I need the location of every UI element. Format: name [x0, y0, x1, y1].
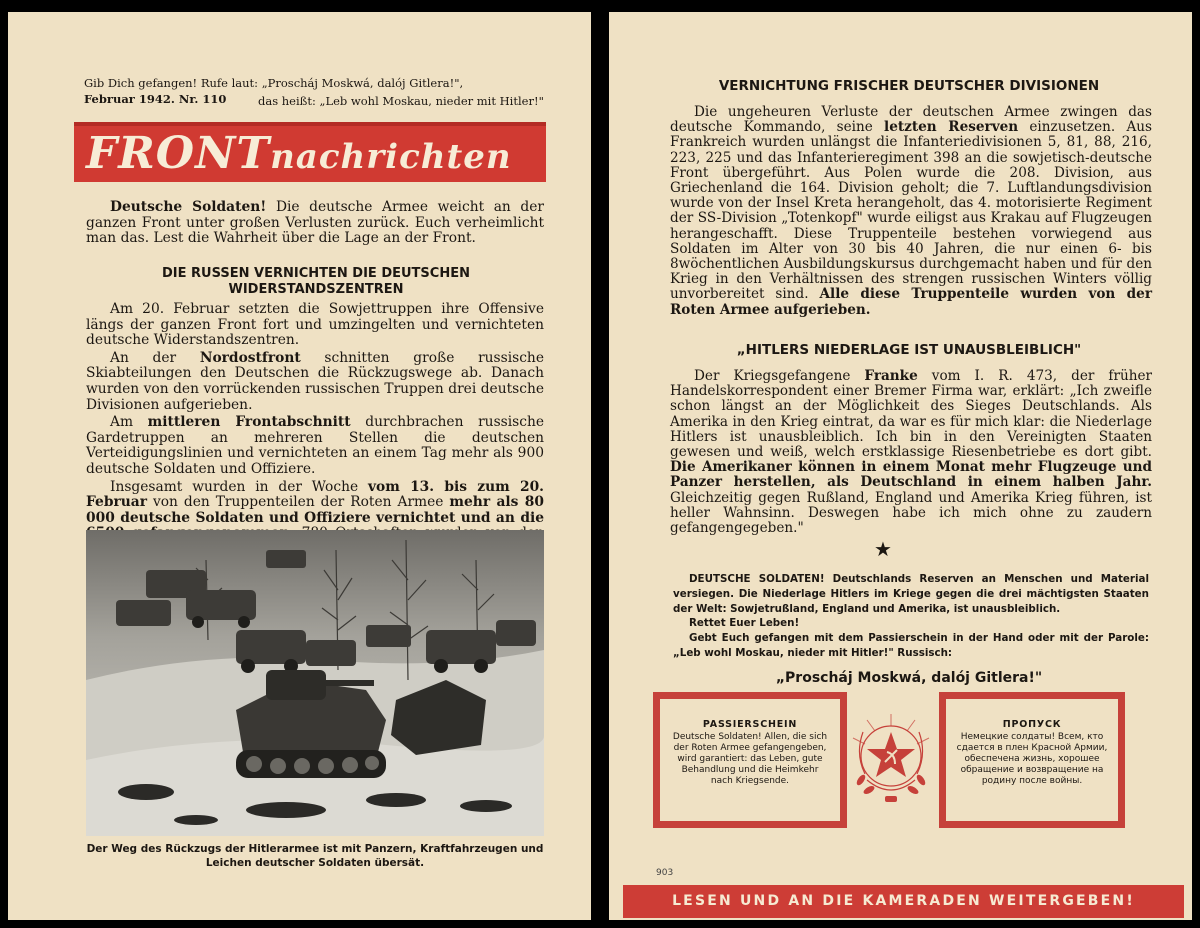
- body2-a: Der Kriegsgefangene: [694, 368, 865, 384]
- propusk-title: ПРОПУСК: [1002, 719, 1062, 730]
- photo-caption: Der Weg des Rückzugs der Hitlerarmee ist mit Panzern, Kraftfahrzeugen und Leichen deutscher Soldaten übersät.: [86, 843, 544, 869]
- p4-bold1: vom 13. bis zum 20. Februar: [86, 478, 544, 511]
- body1-bold1: letzten Reserven: [884, 119, 1019, 136]
- propusk-box: [939, 692, 1125, 828]
- right-article-2: [670, 369, 1152, 536]
- appeal-p3: Gebt Euch gefangen mit dem Passierschein in der Hand oder mit der Parole: „Leb wohl Moskau, nieder mit Hitler!" Russisch:: [673, 632, 1149, 659]
- p4-bold2: mehr als 80 000 deutsche Soldaten und Offiziere vernichtet und an die: [86, 494, 545, 526]
- header-issue-line: [84, 92, 564, 107]
- footer-banner: LESEN UND AN DIE KAMERADEN WEITERGEBEN!: [623, 885, 1184, 918]
- left-heading: DIE RUSSEN VERNICHTEN DIE DEUTSCHEN WIDERSTANDSZENTREN: [162, 266, 470, 297]
- p3-a: Am: [110, 414, 148, 431]
- p2-a: An der: [110, 349, 200, 366]
- masthead-banner: [74, 122, 546, 182]
- passierschein-title: PASSIERSCHEIN: [702, 719, 798, 730]
- passierschein-box: [653, 692, 847, 828]
- masthead-front: FRONT: [86, 128, 271, 179]
- propusk-text: Немецкие солдаты! Всем, кто сдается в плен Красной Армии, обеспечена жизнь, хорошее обращение и возвращение на родину после войны.: [956, 732, 1108, 786]
- body1-bold2: Alle diese Truppenteile wurden von der Roten Armee aufgerieben.: [670, 286, 1152, 318]
- masthead-title: [86, 128, 512, 183]
- p3-bold: mittleren Frontabschnitt: [147, 414, 351, 431]
- body2-c: Gleichzeitig gegen Rußland, England und Amerika Krieg führen, ist heller Wahnsinn. Deswegen habe ich mich ohne zu zaudern gefangengegeben.": [670, 489, 1152, 537]
- war-photo: [86, 530, 544, 836]
- p3-b: durchbrachen russische Gardetruppen an mehreren Stellen die deutschen Verteidigungslinien und vernichteten an einem Tag mehr als 900 deutsche Soldaten und Offiziere.: [86, 414, 545, 477]
- appeal-p1: DEUTSCHE SOLDATEN! Deutschlands Reserven an Menschen und Material versiegen. Die Niederlage Hitlers im Kriege gegen die drei mächtigsten Staaten der Welt: Sowjetrußland, England und Amerika, ist unausbleiblich.: [673, 573, 1149, 615]
- body2-bold2: Die Amerikaner können in einem Monat mehr Flugzeuge und Panzer herstellen, als Deutschland in einem halben Jahr.: [670, 459, 1152, 491]
- passierschein-text: Deutsche Soldaten! Allen, die sich der Roten Armee gefangengeben, wird garantiert: das Leben, gute Behandlung und die Heimkehr nach Kriegsende.: [672, 732, 828, 786]
- star-icon: ★: [874, 537, 892, 561]
- header-slogan: Gib Dich gefangen! Rufe laut: „Prosсháj Moskwá, dalój Gitlera!",: [84, 76, 464, 90]
- appeal-p2: Rettet Euer Leben!: [689, 617, 800, 630]
- p2-bold: Nordostfront: [199, 349, 301, 366]
- paragraph-2: [86, 351, 544, 413]
- body2-bold1: Franke: [864, 368, 918, 384]
- left-article-body: [86, 302, 544, 560]
- p2-b: schnitten große russische Skiabteilungen den Deutschen die Rückzugswege ab. Danach wurden von den vorrückenden russischen Truppen drei deutsche Divisionen aufgerieben.: [86, 349, 544, 413]
- paragraph-3: [86, 415, 544, 477]
- intro-bold: Deutsche Soldaten!: [110, 199, 267, 215]
- body1-b: einzusetzen. Aus Frankreich wurden unlängst die Infanteriedivisionen 5, 81, 88, 216, 223, 225 und das Infanterieregiment 398 an die sowjetisch-deutsche Front übergeführt. Aus Polen wurde die 208. Division, aus Griechenland die 164. Division geholt; die 7. Luftlandungsdivision wurde von der Insel Kreta herangeholt, das 4. motorisierte Regiment der SS-Division „Totenkopf" wurde eiligst aus Krakau auf Flugzeugen herangeschafft. Diese Truppenteile bestehen vorwiegend aus Soldaten im Alter von 30 bis 40 Jahren, die nur einen 6- bis 8wöchentlichen Ausbildungskursus durchgemacht haben und für den Krieg in den Verhältnissen des strengen russischen Winters völlig unvorbereitet sind.: [670, 119, 1152, 303]
- right-heading-2: „HITLERS NIEDERLAGE IST UNAUSBLEIBLICH": [736, 342, 1082, 358]
- photo-illustration: [86, 530, 544, 836]
- p4-b: von den Truppenteilen der Roten Armee: [146, 494, 450, 511]
- p4-a: Insgesamt wurden in der Woche: [110, 478, 368, 495]
- appeal-block: [673, 572, 1149, 661]
- body1-a: Die ungeheuren Verluste der deutschen Armee zwingen das deutsche Kommando, seine: [670, 104, 1152, 136]
- page-number: 903: [656, 868, 674, 878]
- intro-paragraph: [86, 200, 544, 247]
- parole-text: „Prosсháj Moskwá, dalój Gitlera!": [775, 670, 1043, 686]
- intro-text: Die deutsche Armee weicht an der ganzen Front unter großen Verlusten zurück. Euch verheimlicht man das. Lest die Wahrheit über die Lage an der Front.: [86, 199, 544, 247]
- masthead-nachrichten: nachrichten: [270, 137, 512, 177]
- right-heading-1: VERNICHTUNG FRISCHER DEUTSCHER DIVISIONEN: [718, 78, 1100, 94]
- right-article-1: [670, 105, 1152, 318]
- paragraph-1: Am 20. Februar setzten die Sowjettruppen ihre Offensive längs der ganzen Front fort und umzingelten und vernichteten deutsche Widerstandszentren.: [86, 301, 544, 349]
- left-page: [8, 12, 591, 920]
- issue-number: Februar 1942. Nr. 110: [84, 92, 227, 106]
- right-page: [609, 12, 1192, 920]
- header-translation: das heißt: „Leb wohl Moskau, nieder mit Hitler!": [258, 94, 544, 108]
- body2-b: vom I. R. 473, der früher Handelskorrespondent einer Bremer Firma war, erklärt: „Ich zweifle schon längst an der Möglichkeit des Sieges Deutschlands. Als Amerika in den Krieg eintrat, da war es für mich klar: die Niederlage Hitlers ist unausbleiblich. Ich bin in den Vereinigten Staaten gewesen und weiß, welch erstklassige Riesenbetriebe es dort gibt.: [670, 368, 1152, 461]
- soviet-star-emblem-icon: [845, 704, 937, 816]
